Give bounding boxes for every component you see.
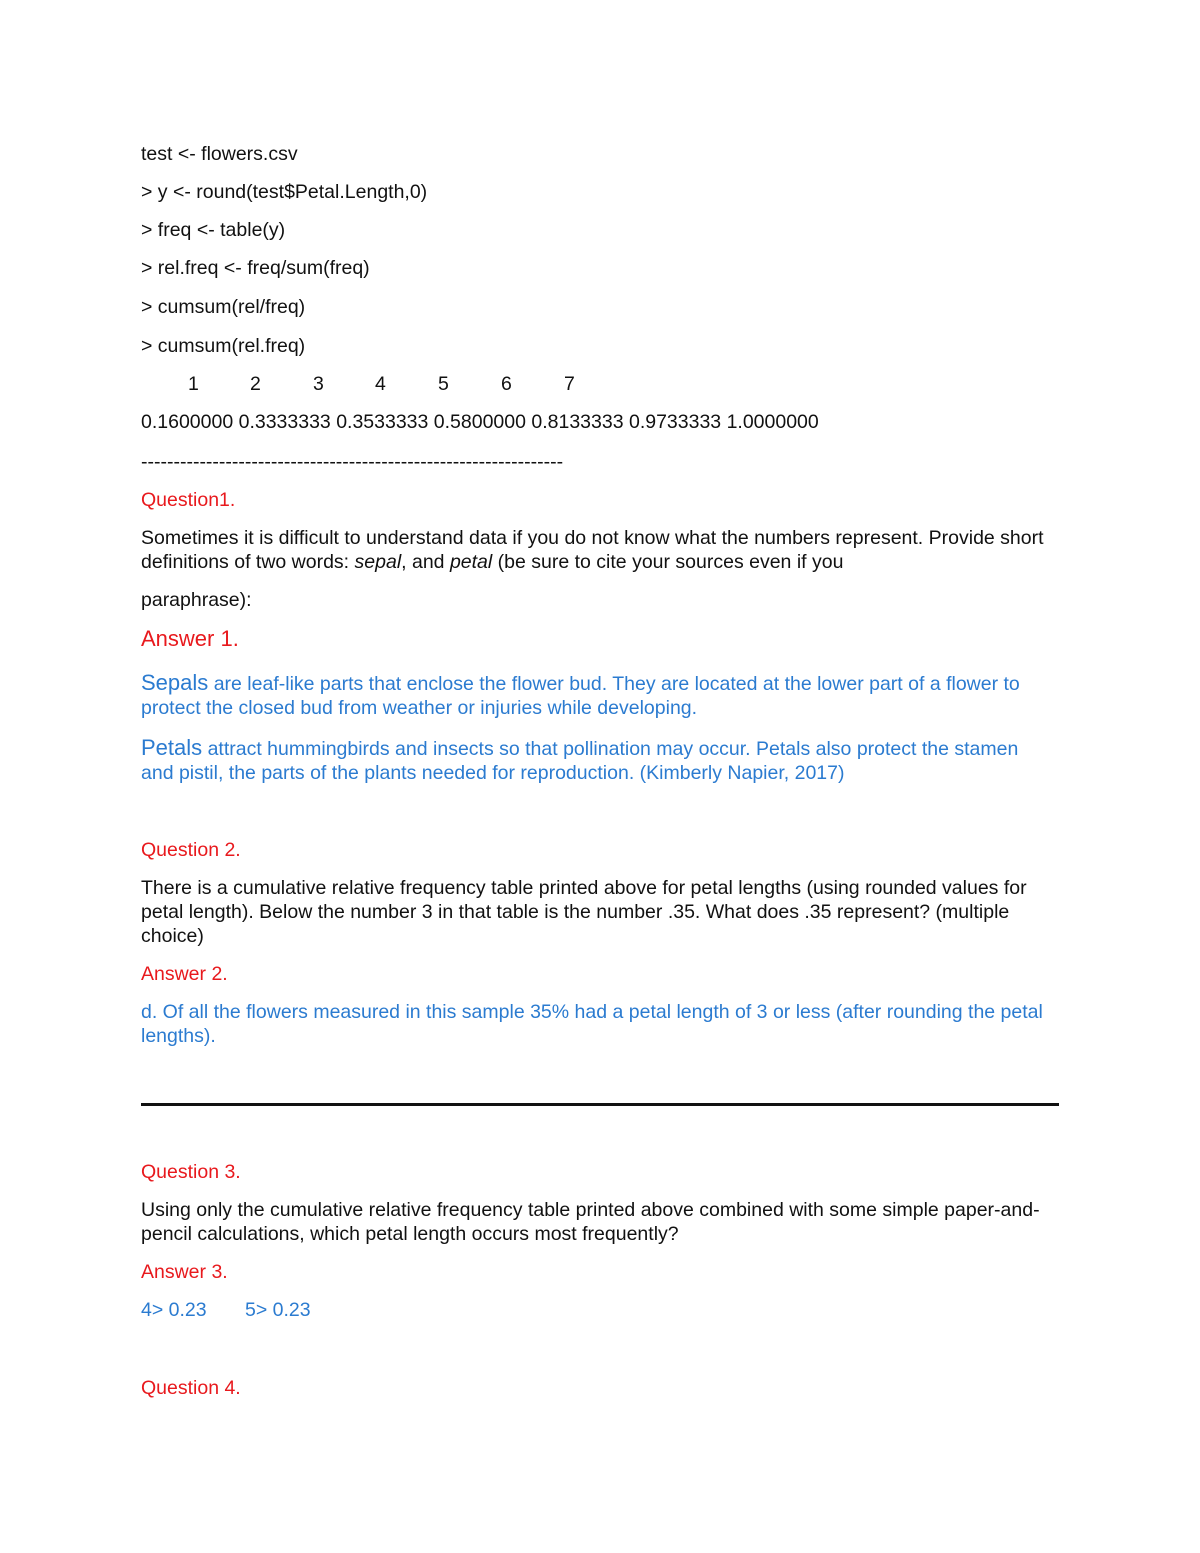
sepals-definition: are leaf-like parts that enclose the flower bud. They are located at the lower part of a flower to protect the closed bud from weather or injuries while developing. (141, 673, 1020, 719)
dashed-separator: ----------------------------------------------------------------- (141, 451, 564, 473)
answer-1-heading: Answer 1. (141, 626, 239, 651)
cumsum-index: 6 (501, 373, 512, 395)
answer-3-value-a: 4> 0.23 (141, 1299, 207, 1321)
question-1-text-part: Sometimes it is difficult to understand data if you do not know what the numbers represent. Provide short definitions of two words: (141, 527, 1044, 573)
question-1-heading: Question1. (141, 489, 236, 511)
question-1-text-part: , and (401, 551, 450, 573)
cumsum-values: 0.1600000 0.3333333 0.3533333 0.5800000 0.8133333 0.9733333 1.0000000 (141, 411, 819, 433)
question-1-text (141, 526, 1056, 574)
sepals-lead-word: Sepals (141, 670, 209, 695)
answer-2-text: d. Of all the flowers measured in this sample 35% had a petal length of 3 or less (after rounding the petal lengths). (141, 1001, 1043, 1047)
section-divider (141, 1103, 1059, 1106)
answer-1-petals (141, 736, 1056, 785)
code-line-6: > cumsum(rel.freq) (141, 335, 306, 357)
answer-3-value-b: 5> 0.23 (245, 1299, 311, 1321)
cumsum-index: 7 (564, 373, 575, 395)
cumsum-index: 1 (188, 373, 199, 395)
answer-1-sepals (141, 671, 1056, 720)
code-line-3: > freq <- table(y) (141, 219, 286, 241)
petals-definition: attract hummingbirds and insects so that pollination may occur. Petals also protect the stamen and pistil, the parts of the plants needed for reproduction. (Kimberly Napier, 2017) (141, 738, 1019, 784)
question-3-heading: Question 3. (141, 1161, 241, 1183)
code-line-5: > cumsum(rel/freq) (141, 296, 306, 318)
petals-lead-word: Petals (141, 735, 203, 760)
code-line-2: > y <- round(test$Petal.Length,0) (141, 181, 428, 203)
code-line-1: test <- flowers.csv (141, 143, 298, 165)
code-line-4: > rel.freq <- freq/sum(freq) (141, 257, 370, 279)
question-1-text-end: paraphrase): (141, 589, 252, 611)
cumsum-index: 3 (313, 373, 324, 395)
cumsum-index: 2 (250, 373, 261, 395)
question-4-heading: Question 4. (141, 1377, 241, 1399)
cumsum-index: 5 (438, 373, 449, 395)
question-1-text-part: (be sure to cite your sources even if you (492, 551, 844, 573)
question-3-text: Using only the cumulative relative frequency table printed above combined with some simple paper-and-pencil calculations, which petal length occurs most frequently? (141, 1199, 1040, 1245)
term-sepal: sepal (354, 551, 402, 573)
answer-3-heading: Answer 3. (141, 1261, 228, 1283)
cumsum-index: 4 (375, 373, 386, 395)
question-2-text: There is a cumulative relative frequency table printed above for petal lengths (using rounded values for petal length). Below the number 3 in that table is the number .35. What does .35 represent? (multiple choice) (141, 877, 1027, 947)
term-petal: petal (449, 551, 493, 573)
question-2-heading: Question 2. (141, 839, 241, 861)
answer-2-heading: Answer 2. (141, 963, 228, 985)
